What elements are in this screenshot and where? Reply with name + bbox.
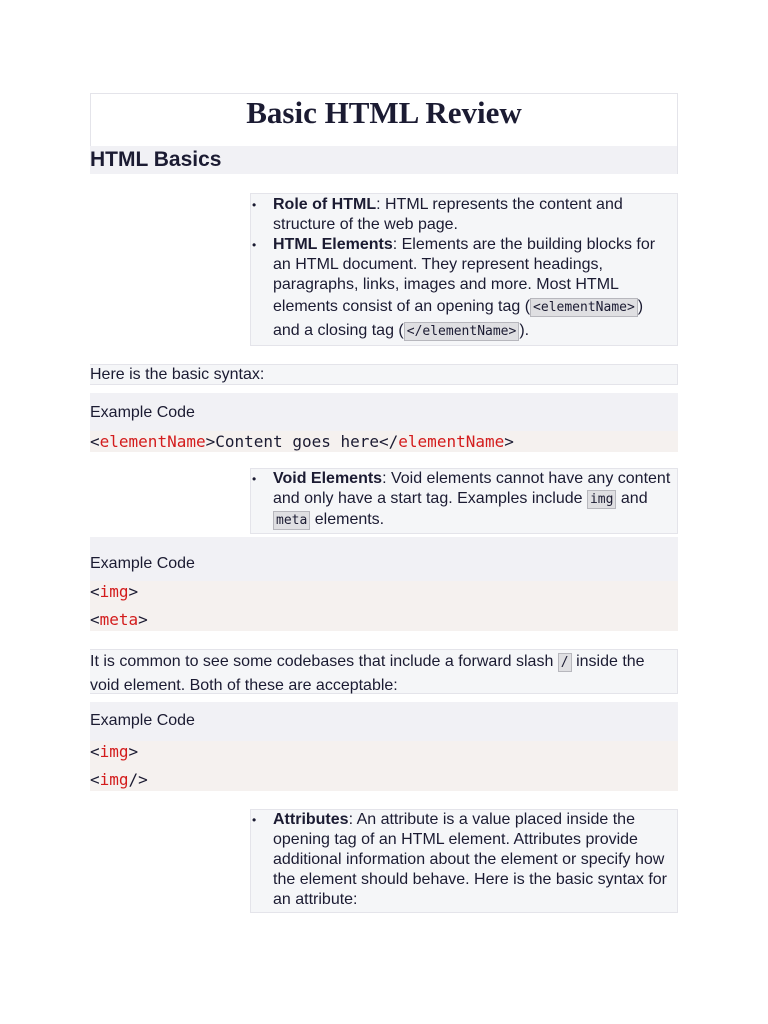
code-punct: > bbox=[128, 742, 139, 761]
term-label: Attributes bbox=[273, 811, 349, 828]
code-tag-name: img bbox=[99, 770, 129, 789]
code-punct: < bbox=[90, 742, 100, 761]
inline-code-img: img bbox=[587, 490, 616, 509]
code-punct: < bbox=[90, 610, 100, 629]
page-title: Basic HTML Review bbox=[246, 95, 522, 130]
code-line bbox=[90, 431, 678, 452]
term-label: Role of HTML bbox=[273, 196, 377, 213]
spacer bbox=[90, 631, 678, 649]
term-description: ) and a closing tag ( bbox=[273, 298, 644, 339]
code-punct: > bbox=[504, 432, 514, 451]
code-line bbox=[90, 766, 678, 791]
section-heading: HTML Basics bbox=[90, 146, 678, 174]
bullet-list-basics bbox=[250, 193, 678, 346]
forward-slash-paragraph bbox=[90, 649, 678, 694]
code-punct: < bbox=[90, 582, 100, 601]
spacer bbox=[90, 346, 678, 364]
code-tag-name: img bbox=[99, 582, 129, 601]
code-block-slash-variants bbox=[90, 741, 678, 791]
bullet-list-attributes bbox=[250, 809, 678, 913]
document-body bbox=[90, 93, 678, 913]
term-description: : Void elements cannot have any content and only have a start tag. Examples include bbox=[273, 470, 671, 507]
inline-code-opening-tag: <elementName> bbox=[530, 298, 638, 317]
inline-code-meta: meta bbox=[273, 511, 310, 530]
code-punct: < bbox=[90, 770, 100, 789]
bullet-list-void-elements bbox=[250, 468, 678, 534]
code-punct: < bbox=[90, 432, 100, 451]
list-item-role-of-html bbox=[251, 195, 673, 235]
code-tag-name: elementName bbox=[398, 432, 505, 451]
spacer bbox=[90, 791, 678, 809]
inline-code-slash: / bbox=[558, 653, 572, 672]
code-content: Content goes here bbox=[215, 432, 380, 451]
term-description: : HTML represents the content and structure of the web page. bbox=[273, 196, 623, 233]
code-tag-name: elementName bbox=[99, 432, 206, 451]
list-item-void-elements bbox=[251, 469, 673, 531]
code-punct: > bbox=[138, 610, 148, 629]
term-label: Void Elements bbox=[273, 470, 383, 487]
title-box bbox=[90, 93, 678, 146]
inline-code-closing-tag: </elementName> bbox=[404, 322, 520, 341]
code-line bbox=[90, 606, 678, 631]
code-punct: > bbox=[205, 432, 216, 451]
code-tag-name: img bbox=[99, 742, 129, 761]
term-description: : Elements are the building blocks for an HTML document. They represent headings, paragraphs, links, images and more. Most HTML elements consist of an opening tag ( bbox=[273, 236, 656, 315]
term-description: : An attribute is a value placed inside the opening tag of an HTML element. Attributes provide additional information about the element or specify how the element should behave. Here is the basic syntax for an attribute: bbox=[273, 811, 667, 908]
term-description: ). bbox=[519, 322, 530, 339]
example-code-label: Example Code bbox=[90, 393, 678, 431]
bullet-icon: • bbox=[252, 198, 257, 212]
paragraph-text: inside the void element. Both of these are acceptable: bbox=[90, 653, 645, 694]
bullet-icon: • bbox=[252, 813, 257, 827]
code-block-basic-syntax bbox=[90, 431, 678, 452]
code-tag-name: meta bbox=[99, 610, 139, 629]
example-code-label: Example Code bbox=[90, 537, 678, 581]
spacer bbox=[90, 385, 678, 393]
bullet-icon: • bbox=[252, 238, 257, 252]
code-line bbox=[90, 741, 678, 766]
code-punct: /> bbox=[128, 770, 148, 789]
list-item-html-elements bbox=[251, 235, 673, 343]
spacer bbox=[90, 452, 678, 468]
bullet-icon: • bbox=[252, 472, 257, 486]
term-label: HTML Elements bbox=[273, 236, 393, 253]
list-item-attributes bbox=[251, 810, 673, 910]
code-line bbox=[90, 581, 678, 606]
code-punct: </ bbox=[379, 432, 399, 451]
spacer bbox=[90, 174, 678, 193]
example-code-label: Example Code bbox=[90, 702, 678, 741]
syntax-intro: Here is the basic syntax: bbox=[90, 364, 678, 385]
term-description: and bbox=[616, 490, 648, 507]
term-description: elements. bbox=[310, 511, 385, 528]
code-block-void-elements bbox=[90, 581, 678, 631]
paragraph-text: It is common to see some codebases that include a forward slash bbox=[90, 653, 558, 670]
code-punct: > bbox=[128, 582, 139, 601]
